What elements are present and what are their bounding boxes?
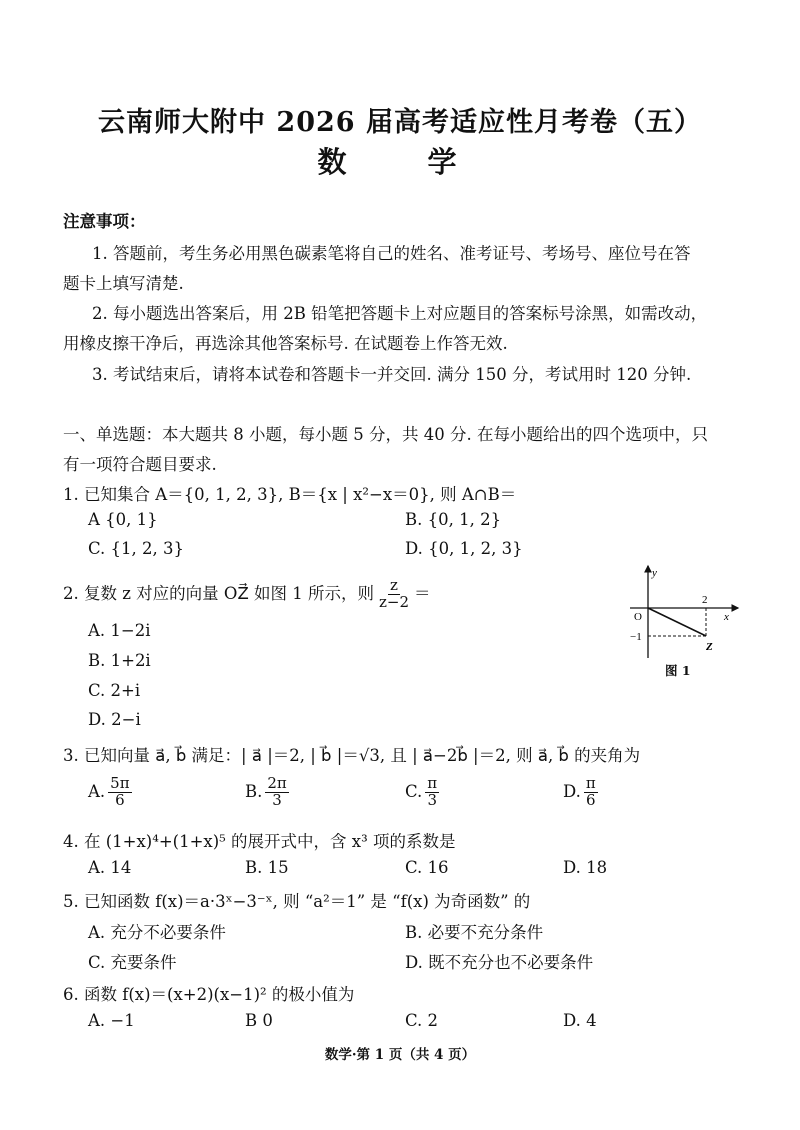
question-1-option-d: D. {0, 1, 2, 3} xyxy=(405,539,523,558)
question-4-option-b: B. 15 xyxy=(245,858,289,877)
question-2-stem-text: 2. 复数 z 对应的向量 OZ⃗ 如图 1 所示，则 xyxy=(63,583,374,603)
exam-title: 云南师大附中 2026 届高考适应性月考卷（五） xyxy=(98,107,702,138)
question-6-option-d: D. 4 xyxy=(563,1011,597,1030)
question-3-option-a xyxy=(88,776,135,809)
page-footer: 数学·第 1 页（共 4 页） xyxy=(324,1047,476,1063)
section-heading-line-2: 有一项符合题目要求. xyxy=(63,455,217,474)
question-2-option-b: B. 1+2i xyxy=(88,651,151,670)
subject-title: 数 学 xyxy=(317,145,483,179)
question-4-option-d: D. 18 xyxy=(563,858,608,877)
question-1-option-b: B. {0, 1, 2} xyxy=(405,510,502,529)
option-a-fraction xyxy=(108,776,131,809)
question-5-stem: 5. 已知函数 f(x)＝a·3ˣ−3⁻ˣ, 则 “a²＝1” 是 “f(x) 为奇函数” 的 xyxy=(63,892,531,911)
notice-line-3: 2. 每小题选出答案后，用 2B 铅笔把答题卡上对应题目的答案标号涂黑，如需改动， xyxy=(92,304,708,323)
vector-oz xyxy=(648,608,706,636)
notice-line-1: 1. 答题前，考生务必用黑色碳素笔将自己的姓名、准考证号、考场号、座位号在答 xyxy=(92,244,691,263)
question-1-stem: 1. 已知集合 A＝{0, 1, 2, 3}, B＝{x | x²−x＝0}, 则 A∩B＝ xyxy=(63,485,517,504)
question-2-stem xyxy=(63,578,431,611)
question-4-option-c: C. 16 xyxy=(405,858,449,877)
y-tick-label: −1 xyxy=(630,631,642,643)
option-b-label: B. xyxy=(245,781,263,801)
denominator: 3 xyxy=(272,790,282,809)
notice-line-5: 3. 考试结束后，请将本试卷和答题卡一并交回. 满分 150 分，考试用时 120 分钟. xyxy=(92,365,692,384)
question-6-option-a: A. −1 xyxy=(88,1011,135,1030)
notice-line-2: 题卡上填写清楚. xyxy=(63,274,184,293)
question-3-stem: 3. 已知向量 a⃗, b⃗ 满足：| a⃗ |＝2, | b⃗ |＝√3, 且 | a⃗−2b⃗ |＝2, 则 a⃗, b⃗ 的夹角为 xyxy=(63,746,641,765)
figure-1-caption: 图 1 xyxy=(665,663,691,678)
option-d-fraction xyxy=(584,776,598,809)
x-axis-label: x xyxy=(724,611,729,623)
question-6-stem: 6. 函数 f(x)＝(x+2)(x−1)² 的极小值为 xyxy=(63,985,355,1004)
x-tick-label: 2 xyxy=(702,594,708,606)
notice-heading: 注意事项： xyxy=(63,212,146,231)
question-2-equals: ＝ xyxy=(414,583,431,603)
question-2-option-d: D. 2−i xyxy=(88,710,141,729)
question-2-fraction-numerator: z xyxy=(390,576,398,594)
option-c-fraction xyxy=(425,776,439,809)
question-2-option-c: C. 2+i xyxy=(88,681,141,700)
question-3-option-b xyxy=(245,776,292,809)
question-6-option-c: C. 2 xyxy=(405,1011,439,1030)
question-2-option-a: A. 1−2i xyxy=(88,621,151,640)
option-a-label: A. xyxy=(88,781,106,801)
figure-1-coordinate-plot xyxy=(620,562,750,662)
origin-label: O xyxy=(634,611,642,623)
question-4-option-a: A. 14 xyxy=(88,858,132,877)
question-1-option-a: A {0, 1} xyxy=(88,510,158,529)
numerator: π xyxy=(585,774,596,792)
option-b-fraction xyxy=(265,776,288,809)
numerator: 2π xyxy=(267,774,287,792)
point-z-label: Z xyxy=(706,641,713,653)
numerator: 5π xyxy=(110,774,130,792)
section-heading-line-1: 一、单选题：本大题共 8 小题，每小题 5 分，共 40 分. 在每小题给出的四个选项中，只 xyxy=(63,425,708,444)
denominator: 6 xyxy=(115,790,125,809)
question-5-option-a: A. 充分不必要条件 xyxy=(88,923,226,942)
numerator: π xyxy=(427,774,438,792)
y-axis-label: y xyxy=(652,567,657,579)
notice-line-4: 用橡皮擦干净后，再选涂其他答案标号. 在试题卷上作答无效. xyxy=(63,334,508,353)
denominator: 6 xyxy=(586,790,596,809)
question-3-option-d xyxy=(563,776,601,809)
question-2-fraction xyxy=(377,578,411,611)
option-c-label: C. xyxy=(405,781,423,801)
question-3-option-c xyxy=(405,776,442,809)
question-6-option-b: B 0 xyxy=(245,1011,273,1030)
denominator: 3 xyxy=(427,790,437,809)
question-5-option-c: C. 充要条件 xyxy=(88,953,177,972)
question-1-option-c: C. {1, 2, 3} xyxy=(88,539,184,558)
question-2-fraction-denominator: z−2 xyxy=(378,592,409,611)
question-4-stem: 4. 在 (1+x)⁴+(1+x)⁵ 的展开式中，含 x³ 项的系数是 xyxy=(63,832,456,851)
question-5-option-d: D. 既不充分也不必要条件 xyxy=(405,953,594,972)
question-5-option-b: B. 必要不充分条件 xyxy=(405,923,544,942)
option-d-label: D. xyxy=(563,781,581,801)
